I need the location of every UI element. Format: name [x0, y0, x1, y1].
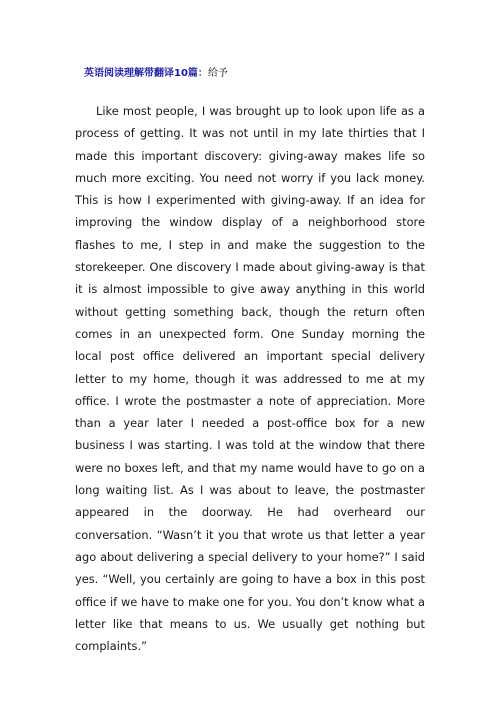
title-suffix: 给予	[207, 68, 228, 79]
document-title	[84, 67, 228, 81]
title-main: 英语阅读理解带翻译10篇：	[84, 68, 208, 79]
body-paragraph: Like most people, I was brought up to look upon life as a process of getting. It was not until in my late thirties that I made this important discovery: giving-away makes life so much more exciting. You need not worry if you lack money. This is how I experimented with giving-away. If an idea for improving the window display of a neighborhood store flashes to me, I step in and make the suggestion to the storekeeper. One discovery I made about giving-away is that it is almost impossible to give away anything in this world without getting something back, though the return often comes in an unexpected form. One Sunday morning the local post office delivered an important special delivery letter to my home, though it was addressed to me at my office. I wrote the postmaster a note of appreciation. More than a year later I needed a post-office box for a new business I was starting. I was told at the window that there were no boxes left, and that my name would have to go on a long waiting list. As I was about to leave, the postmaster appeared in the doorway. He had overheard our conversation. “Wasn’t it you that wrote us that letter a year ago about delivering a special delivery to your home?” I said yes. “Well, you certainly are going to have a box in this post office if we have to make one for you. You don’t know what a letter like that means to us. We usually get nothing but complaints.”	[75, 104, 425, 654]
